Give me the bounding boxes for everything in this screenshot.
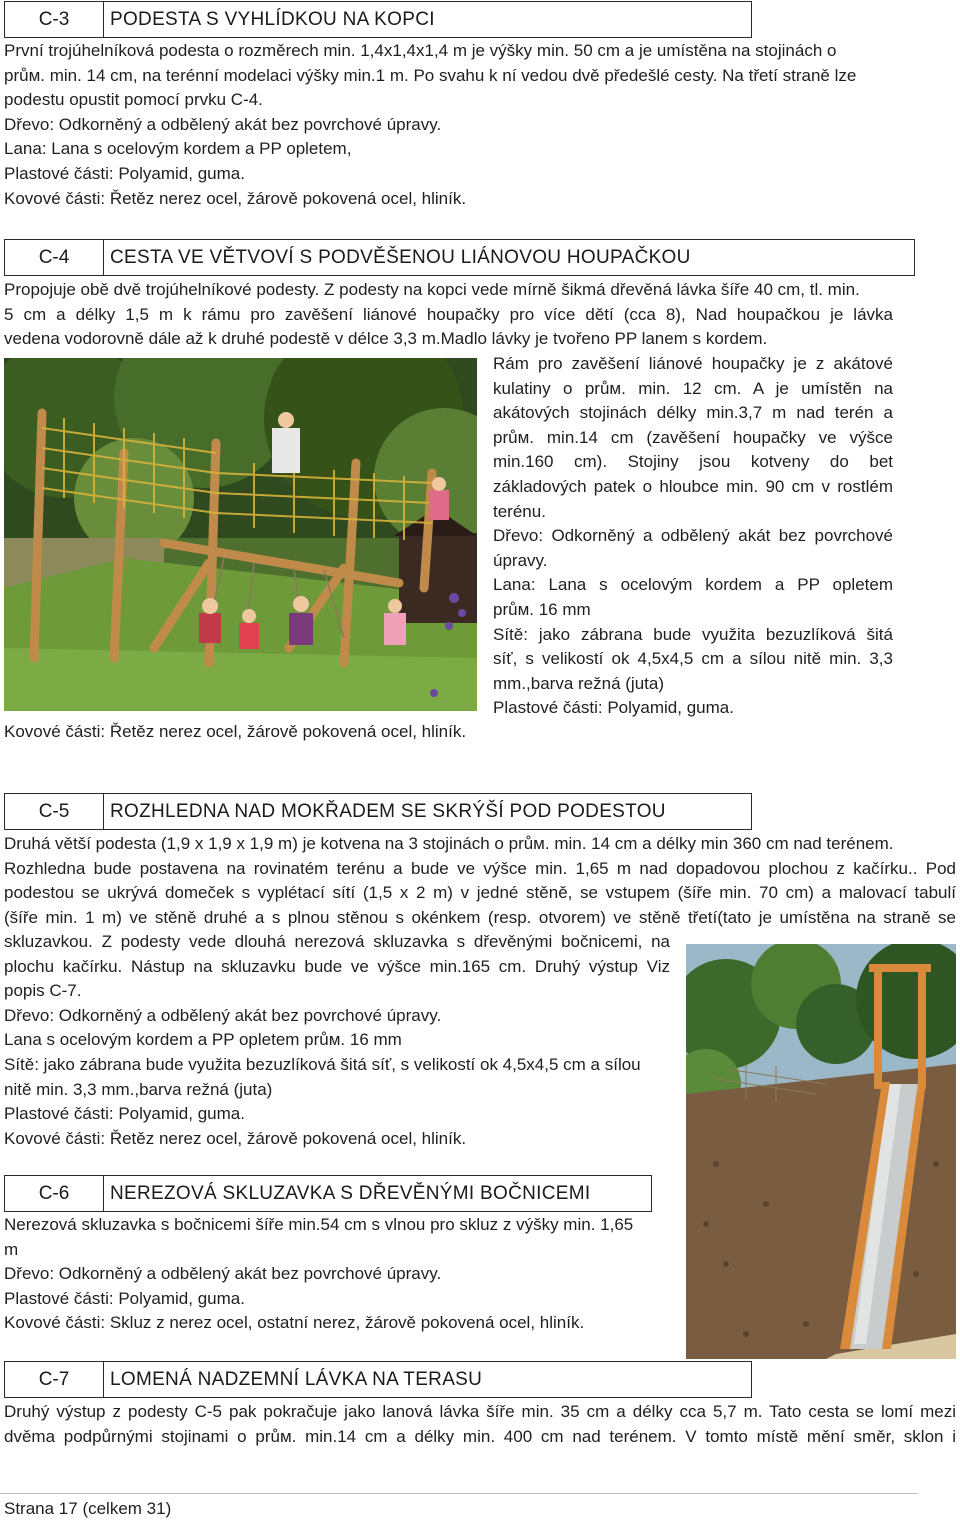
section-code: C-4 (5, 240, 104, 275)
text-line: Propojuje obě dvě trojúhelníkové podesty. Z podesty na kopci vede mírně šikmá dřevěná lávka šíře 40 cm, tl. min. (4, 280, 860, 299)
text-line: plochu kačírku. Nástup na skluzavku bude ve výšce min.165 cm. Druhý výstup Viz (4, 956, 670, 976)
playground-photo-graphic (4, 358, 477, 711)
section-title: CESTA VE VĚTVOVÍ S PODVĚŠENOU LIÁNOVOU HOUPAČKOU (110, 246, 691, 268)
text-line: Sítě: jako zábrana bude využita bezuzlíková šitá síť, s velikostí ok 4,5x4,5 cm a sílou (4, 1054, 641, 1074)
text-line: (šíře min. 1 m) ve stěně druhé a s plnou stěnou s okénkem (resp. otvorem) ve stěně třetí(tato je umístěna na straně se (4, 907, 956, 927)
text-line: Nerezová skluzavka s bočnicemi šíře min.54 cm s vlnou pro skluz z výšky min. 1,65 (4, 1215, 634, 1234)
text-line: min.160 cm). Stojiny jsou kotveny do bet (493, 452, 893, 472)
text-line: podestou se ukrývá domeček s vyplétací sítí (1,5 x 2 m) v jedné stěně, se vstupem (šíře min. 70 cm) a malovací tabulí (4, 883, 956, 903)
text-line: První trojúhelníková podesta o rozměrech min. 1,4x1,4x1,4 m je výšky min. 50 cm a je umístěna na stojinách o (4, 41, 837, 60)
text-line: Dřevo: Odkorněný a odbělený akát bez povrchové úpravy. (4, 1005, 442, 1025)
section-header-c3 (4, 1, 752, 38)
section-code: C-3 (5, 2, 104, 37)
text-line: Druhý výstup z podesty C-5 pak pokračuje jako lanová lávka šíře min. 35 cm a délky cca 5,7 m. Tato cesta se lomí mezi (4, 1402, 956, 1421)
text-line: průм. min. 14 cm, na terénní modelaci výšky min.1 m. Po svahu k ní vedou dvě předešlé cesty. Na třetí straně lze (4, 65, 857, 85)
text-line: Lana s ocelovým kordem a PP opletem průм. 16 mm (4, 1030, 402, 1050)
text-line: Kovové části: Skluz z nerez ocel, ostatní nerez, žárově pokovená ocel, hliník. (4, 1313, 585, 1333)
section-header-c6 (4, 1175, 652, 1212)
text-line: Kovové části: Řetěz nerez ocel, žárově pokovená ocel, hliník. (4, 722, 467, 741)
text-line: průм. 16 mm (493, 599, 591, 619)
section-code: C-7 (5, 1362, 104, 1397)
text-line: m (4, 1239, 19, 1259)
text-line: Druhá větší podesta (1,9 x 1,9 x 1,9 m) je kotvena na 3 stojinách o průм. min. 14 cm a délky min 360 cm nad terénem. (4, 834, 894, 853)
text-line: dvěma podpůrnými stojinami o průм. min.14 cm a délky min. 400 cm nad terénem. V tomto místě mění směr, sklon i (4, 1426, 956, 1446)
section-code: C-6 (5, 1176, 104, 1211)
text-line: Kovové části: Řetěz nerez ocel, žárově pokovená ocel, hliník. (4, 188, 467, 208)
text-line: Lana: Lana s ocelovým kordem a PP opletem, (4, 139, 352, 159)
section-title: ROZHLEDNA NAD MOKŘADEM SE SKRÝŠÍ POD PODESTOU (110, 800, 666, 822)
page-number: Strana 17 (celkem 31) (4, 1499, 172, 1518)
text-line: Plastové části: Polyamid, guma. (4, 1288, 245, 1308)
section-header-c5 (4, 793, 752, 830)
text-line: úpravy. (493, 550, 548, 570)
text-line: Dřevo: Odkorněný a odbělený akát bez povrchové (493, 526, 893, 546)
text-line: mm.,barva režná (juta) (493, 673, 664, 693)
text-line: nitě min. 3,3 mm.,barva režná (juta) (4, 1079, 273, 1099)
text-line: terénu. (493, 501, 546, 521)
text-line: průм. min.14 cm (zavěšení houpačky ve výšce (493, 427, 893, 447)
c5-narrow-text (4, 930, 670, 1151)
text-line: síť, s velikostí ok 4,5x4,5 cm a sílou nitě min. 3,3 (493, 649, 893, 669)
section-header-c4 (4, 239, 915, 276)
text-line: podestu opustit pomocí prvku C-4. (4, 90, 263, 110)
footer-divider (0, 1493, 918, 1494)
slide-photo-graphic (686, 944, 956, 1359)
text-line: základových patek o hloubce min. 90 cm v rostlém (493, 476, 893, 496)
section-title: PODESTA S VYHLÍDKOU NA KOPCI (110, 8, 435, 30)
text-line: 5 cm a délky 1,5 m k rámu pro zavěšení liánové houpačky pro více dětí (cca 8), Nad houpačkou je lávka (4, 304, 893, 324)
text-line: popis C-7. (4, 981, 82, 1001)
text-line: Sítě: jako zábrana bude využita bezuzlíková šitá (493, 624, 893, 644)
text-line: Plastové části: Polyamid, guma. (4, 1104, 245, 1124)
c4-side-text (493, 352, 893, 721)
text-line: Kovové části: Řetěz nerez ocel, žárově pokovená ocel, hliník. (4, 1128, 467, 1148)
section-code: C-5 (5, 794, 104, 829)
c5-body (4, 832, 956, 930)
section-title: NEREZOVÁ SKLUZAVKA S DŘEVĚNÝMI BOČNICEMI (110, 1182, 591, 1204)
section-header-c7 (4, 1361, 752, 1398)
text-line: akátových stojinách délky min.3,7 m nad terén a (493, 403, 893, 423)
text-line: skluzavkou. Z podesty vede dlouhá nerezová skluzavka s dřevěnými bočnicemi, na (4, 932, 670, 951)
c6-body (4, 1213, 670, 1336)
c7-body (4, 1400, 956, 1449)
text-line: vedena vodorovně dále až k druhé podestě v délce 3,3 m.Madlo lávky je tvořeno PP lanem s kordem. (4, 329, 768, 349)
c4-bottom-text (4, 720, 484, 745)
text-line: Dřevo: Odkorněný a odbělený akát bez povrchové úpravy. (4, 1264, 442, 1284)
c3-body (4, 39, 956, 211)
text-line: Plastové části: Polyamid, guma. (493, 698, 734, 718)
text-line: Rám pro zavěšení liánové houpačky je z akátové (493, 354, 893, 373)
section-title: LOMENÁ NADZEMNÍ LÁVKA NA TERASU (110, 1368, 483, 1390)
slide-photo (686, 944, 956, 1359)
c4-body (4, 278, 893, 352)
text-line: Plastové části: Polyamid, guma. (4, 163, 245, 183)
text-line: kulatiny o průм. min. 12 cm. A je umístěn na (493, 378, 893, 398)
playground-photo (4, 358, 477, 711)
text-line: Dřevo: Odkorněný a odbělený akát bez povrchové úpravy. (4, 114, 442, 134)
text-line: Rozhledna bude postavena na rovinatém terénu a bude ve výšce min. 1,65 m nad dopadovou plochou z kačírku.. Pod (4, 858, 956, 878)
text-line: Lana: Lana s ocelovým kordem a PP opletem (493, 575, 893, 595)
